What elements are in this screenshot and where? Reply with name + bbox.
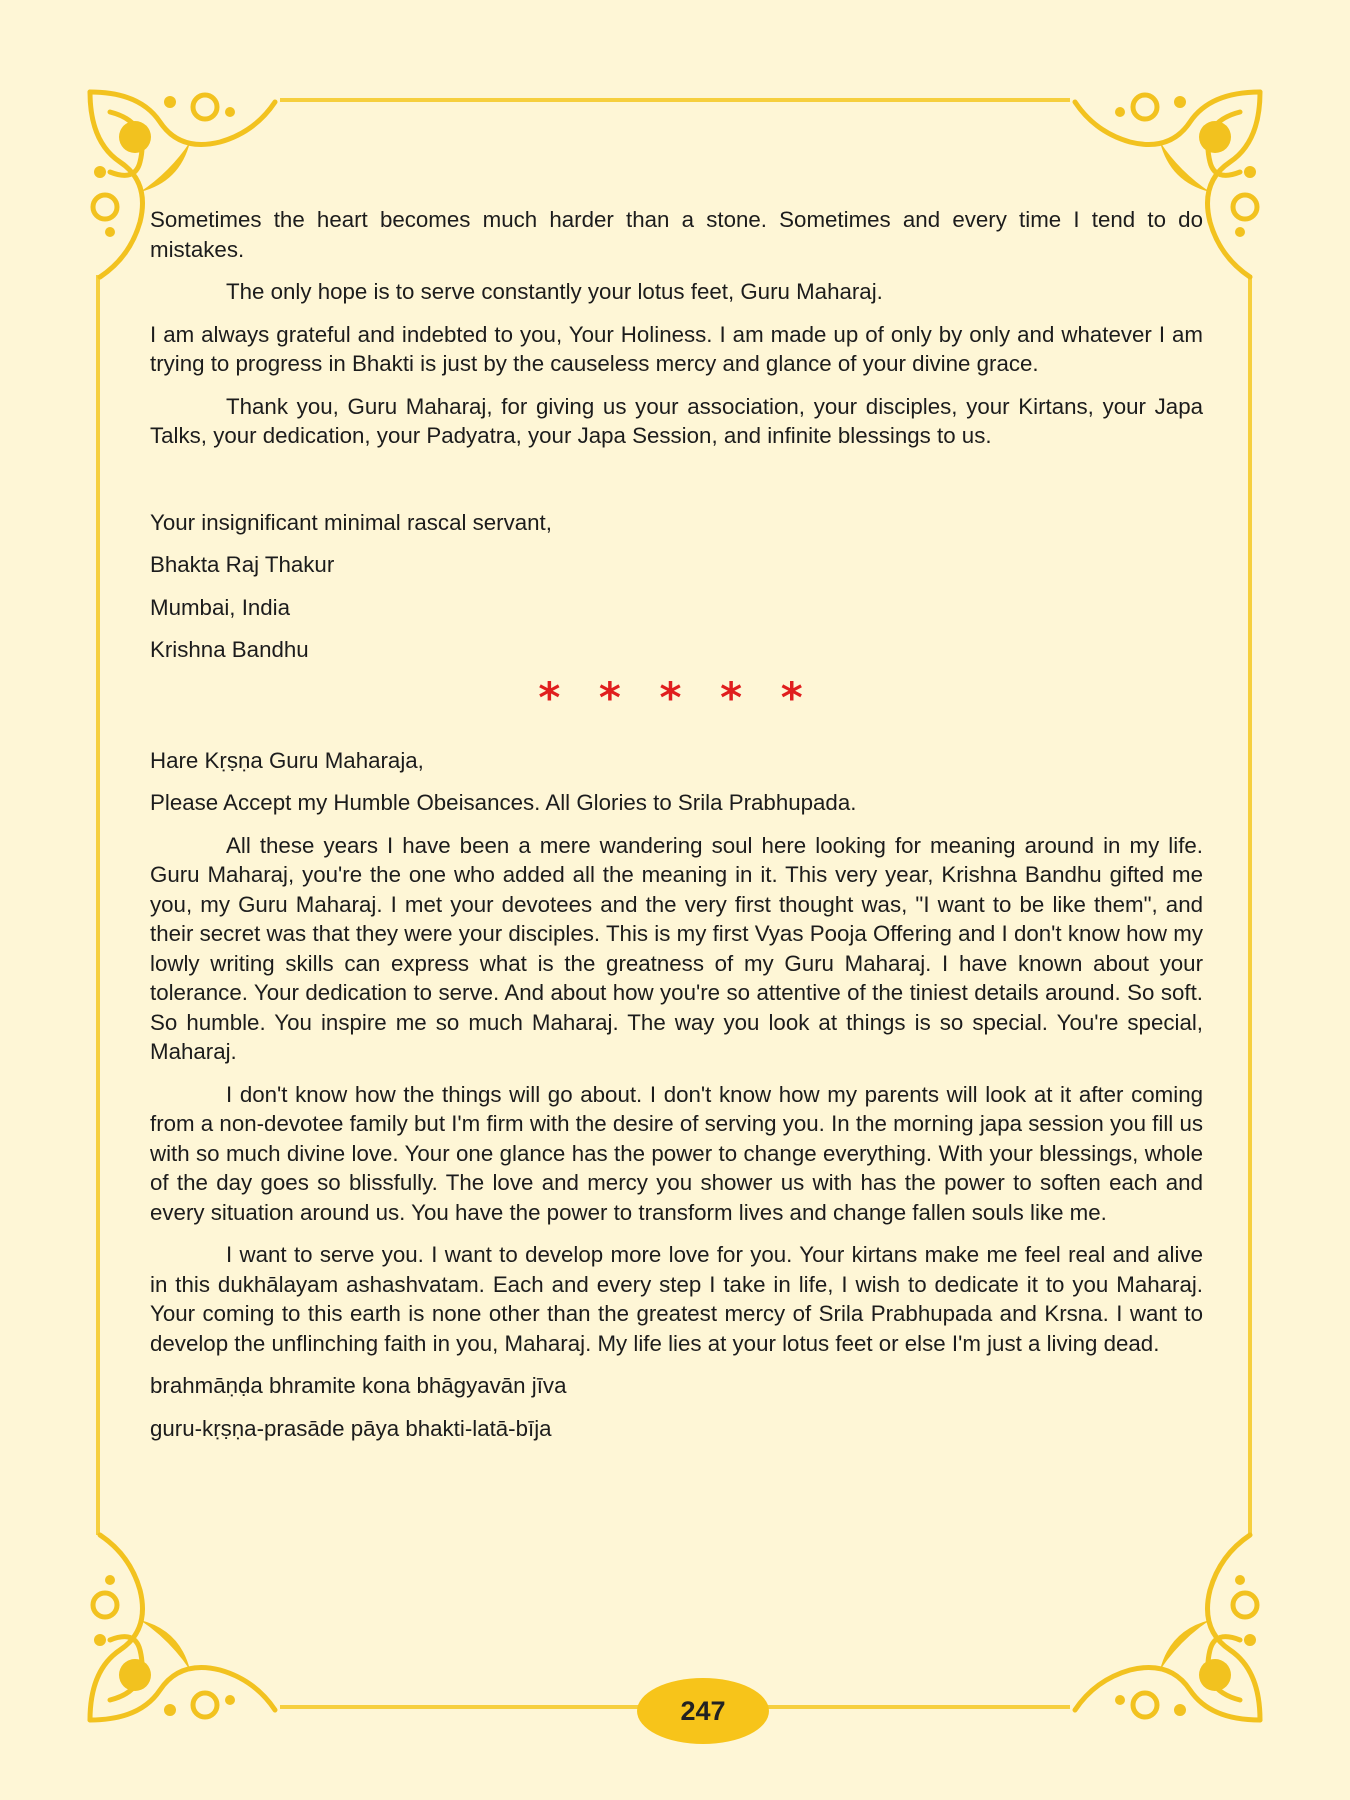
signature-closing: Your insignificant minimal rascal servant, <box>150 509 552 535</box>
paragraph: I don't know how the things will go about. I don't know how my parents will look at it after coming from a non-devotee family but I'm firm with the desire of serving you. In the morning japa session you fill us with so much divine love. Your one glance has the power to change everything. With your blessings, whole of the day goes so blissfully. The love and mercy you shower us with has the power to soften each and every situation around us. You have the power to transform lives and change fallen souls like me. <box>150 1081 1203 1225</box>
signature-location: Mumbai, India <box>150 594 291 620</box>
corner-ornament-bottom-right <box>1070 1530 1270 1730</box>
obeisances: Please Accept my Humble Obeisances. All Glories to Srila Prabhupada. <box>150 790 857 815</box>
border-left <box>96 275 100 1535</box>
paragraph: All these years I have been a mere wandering soul here looking for meaning around in my life. Guru Maharaj, you're the one who added all the meaning in it. This very year, Krishna Bandhu gifted me you, my Guru Maharaj. I met your devotees and the very first thought was, "I want to be like them", and their secret was that they were your disciples. This is my first Vyas Pooja Offering and I don't know how my lowly writing skills can express what is the greatness of my Guru Maharaj. I have known about your tolerance. Your dedication to serve. And about how you're so attentive of the tiniest details around. So soft. So humble. You inspire me so much Maharaj. The way you look at things is so special. You're special, Maharaj. <box>150 832 1203 1064</box>
paragraph: I am always grateful and indebted to you, Your Holiness. I am made up of only by only and whatever I am trying to progress in Bhakti is just by the causeless mercy and glance of your divine grace. <box>150 321 1203 376</box>
page-number: 247 <box>637 1678 769 1744</box>
paragraph: The only hope is to serve constantly your lotus feet, Guru Maharaj. <box>226 279 883 304</box>
verse-line: guru-kṛṣṇa-prasāde pāya bhakti-latā-bīja <box>150 1415 552 1441</box>
border-top <box>280 98 1070 102</box>
letter-content <box>150 205 1203 1456</box>
spacer <box>150 464 1203 508</box>
border-bottom-right <box>766 1705 1070 1709</box>
signature-name: Bhakta Raj Thakur <box>150 552 335 577</box>
verse-line: brahmāṇḍa bhramite kona bhāgyavān jīva <box>150 1373 567 1398</box>
paragraph: Thank you, Guru Maharaj, for giving us your association, your disciples, your Kirtans, your Japa Talks, your dedication, your Padyatra, your Japa Session, and infinite blessings to us. <box>150 393 1203 448</box>
star-separator: * * * * * <box>538 672 815 722</box>
corner-ornament-bottom-left <box>80 1530 280 1730</box>
paragraph: I want to serve you. I want to develop more love for you. Your kirtans make me feel real and alive in this dukhālayam ashashvatam. Each and every step I take in life, I wish to dedicate it to you Maharaj. Your coming to this earth is none other than the greatest mercy of Srila Prabhupada and Krsna. I want to develop the unflinching faith in you, Maharaj. My life lies at your lotus feet or else I'm just a living dead. <box>150 1242 1203 1356</box>
border-right <box>1248 275 1252 1535</box>
salutation: Hare Kṛṣṇa Guru Maharaja, <box>150 747 424 773</box>
border-bottom-left <box>280 1705 640 1709</box>
signature-group: Krishna Bandhu <box>150 637 309 662</box>
paragraph: Sometimes the heart becomes much harder than a stone. Sometimes and every time I tend to do mistakes. <box>150 207 1203 262</box>
